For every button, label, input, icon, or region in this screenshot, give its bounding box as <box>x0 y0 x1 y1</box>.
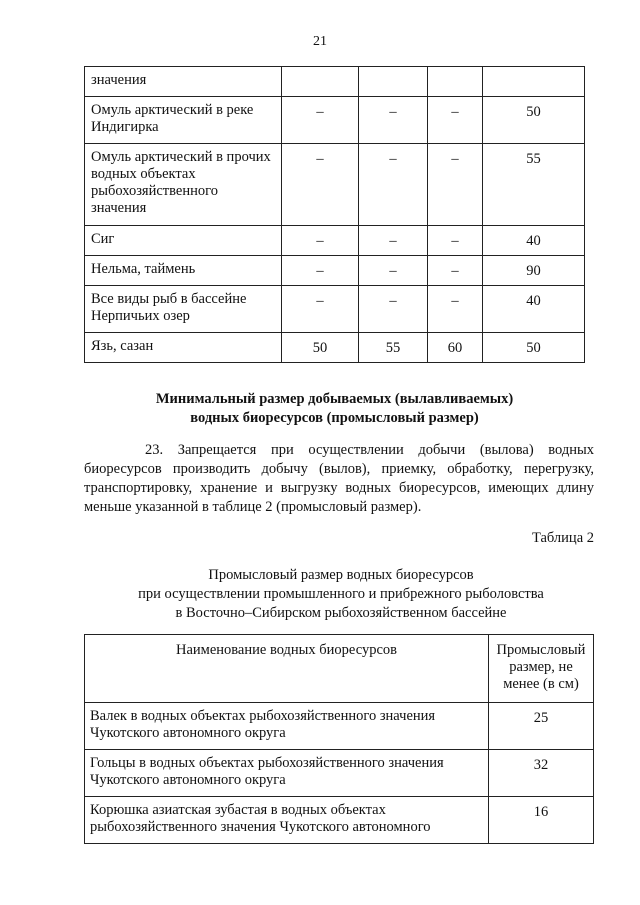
value-cell: – <box>428 226 483 256</box>
caption-line: в Восточно–Сибирском рыбохозяйственном бассейне <box>175 605 507 621</box>
table-row <box>85 67 585 97</box>
value-cell: – <box>359 144 428 226</box>
paragraph-23 <box>84 441 594 517</box>
table-2 <box>84 634 594 844</box>
table-row <box>85 256 585 286</box>
table-row <box>85 97 585 144</box>
table-1-continuation <box>84 66 585 363</box>
paragraph-text: 23. Запрещается при осуществлении добычи (вылова) водных биоресурсов производить добычу (вылов), приемку, обработку, перегрузку, транспортировку, хранение и выгрузку водных биоресурсов, имеющих длину меньше указанной в таблице 2 (промысловый размер). <box>84 442 594 515</box>
size-cell: 32 <box>489 750 594 797</box>
fish-name-cell: Сиг <box>85 226 282 256</box>
value-cell: – <box>359 97 428 144</box>
table-row <box>85 797 594 844</box>
section-heading <box>84 390 585 428</box>
value-cell: – <box>282 256 359 286</box>
value-cell: 55 <box>359 333 428 363</box>
table-row <box>85 144 585 226</box>
value-cell: – <box>282 97 359 144</box>
fish-name-cell: Гольцы в водных объектах рыбохозяйственного значения Чукотского автономного округа <box>85 750 489 797</box>
value-cell: 50 <box>282 333 359 363</box>
value-cell: – <box>282 144 359 226</box>
fish-name-cell: Омуль арктический в реке Индигирка <box>85 97 282 144</box>
fish-name-cell: Омуль арктический в прочих водных объектах рыбохозяйственного значения <box>85 144 282 226</box>
value-cell: – <box>282 226 359 256</box>
header-size-cell: Промысловый размер, не менее (в см) <box>489 635 594 703</box>
value-cell: 50 <box>483 333 585 363</box>
value-cell <box>359 67 428 97</box>
fish-name-cell: значения <box>85 67 282 97</box>
size-cell: 25 <box>489 703 594 750</box>
table-header-row <box>85 635 594 703</box>
caption-line: при осуществлении промышленного и прибрежного рыболовства <box>138 586 544 602</box>
value-cell: 55 <box>483 144 585 226</box>
value-cell: – <box>428 97 483 144</box>
value-cell: – <box>428 144 483 226</box>
section-heading-line: водных биоресурсов (промысловый размер) <box>190 410 479 426</box>
page-number: 21 <box>313 34 327 49</box>
value-cell: 40 <box>483 286 585 333</box>
value-cell <box>428 67 483 97</box>
table-row <box>85 286 585 333</box>
table-2-label: Таблица 2 <box>531 530 594 546</box>
section-heading-line: Минимальный размер добываемых (вылавливаемых) <box>155 391 514 407</box>
table-row <box>85 226 585 256</box>
table-2-caption <box>84 566 598 623</box>
value-cell: 90 <box>483 256 585 286</box>
value-cell <box>483 67 585 97</box>
value-cell: – <box>428 286 483 333</box>
value-cell: – <box>359 286 428 333</box>
value-cell: 40 <box>483 226 585 256</box>
fish-name-cell: Нельма, таймень <box>85 256 282 286</box>
value-cell <box>282 67 359 97</box>
size-cell: 16 <box>489 797 594 844</box>
table-row <box>85 750 594 797</box>
caption-line: Промысловый размер водных биоресурсов <box>208 567 474 583</box>
table-row <box>85 703 594 750</box>
value-cell: 50 <box>483 97 585 144</box>
value-cell: – <box>359 226 428 256</box>
value-cell: – <box>282 286 359 333</box>
header-name-cell: Наименование водных биоресурсов <box>85 635 489 703</box>
fish-name-cell: Все виды рыб в бассейне Нерпичьих озер <box>85 286 282 333</box>
fish-name-cell: Язь, сазан <box>85 333 282 363</box>
fish-name-cell: Корюшка азиатская зубастая в водных объектах рыбохозяйственного значения Чукотского автономного <box>85 797 489 844</box>
fish-name-cell: Валек в водных объектах рыбохозяйственного значения Чукотского автономного округа <box>85 703 489 750</box>
value-cell: 60 <box>428 333 483 363</box>
value-cell: – <box>428 256 483 286</box>
table-row <box>85 333 585 363</box>
value-cell: – <box>359 256 428 286</box>
